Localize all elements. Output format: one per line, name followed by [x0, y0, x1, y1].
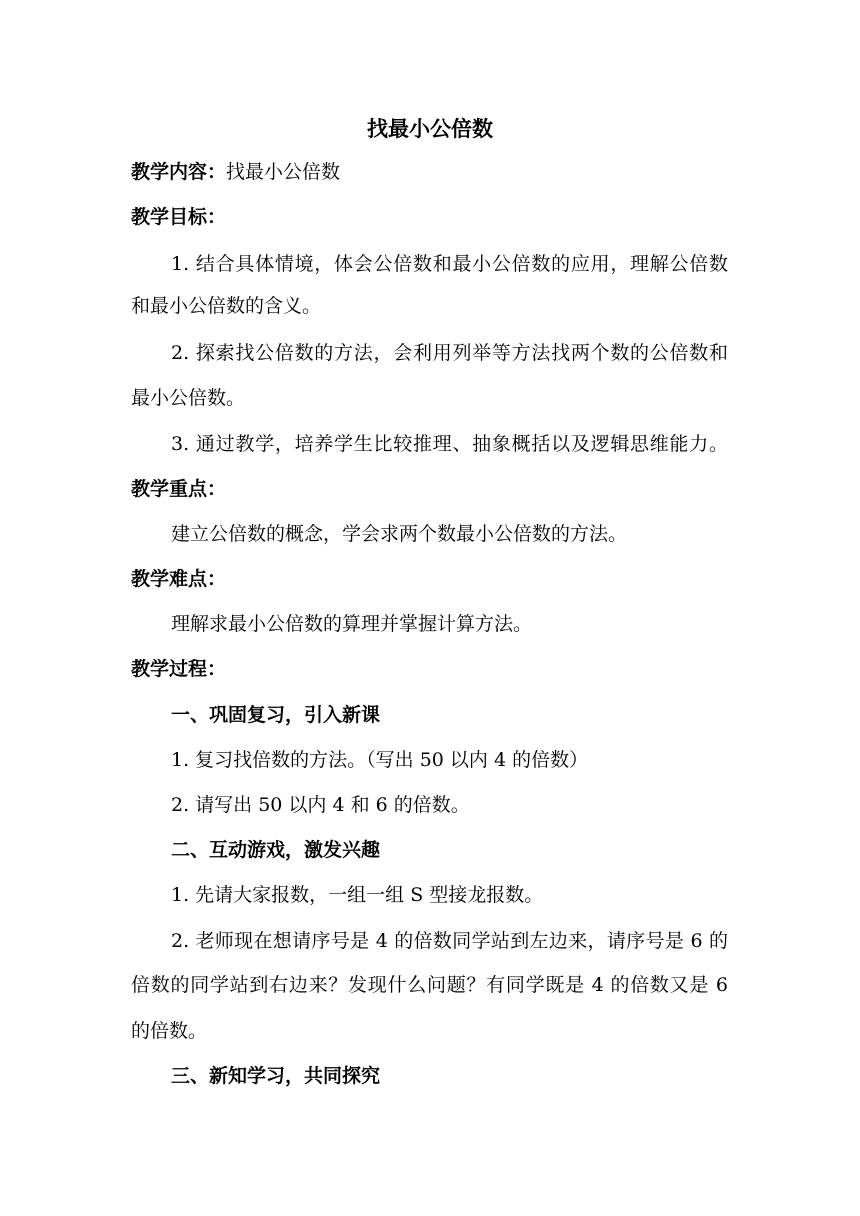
content-label: 教学内容： [131, 161, 227, 183]
s2-item2-line3: 的倍数。 [131, 1020, 208, 1042]
s2-item2-line1: 2. 老师现在想请序号是 4 的倍数同学站到左边来，请序号是 6 的 [171, 930, 728, 952]
difficulty-text: 理解求最小公倍数的算理并掌握计算方法。 [171, 613, 533, 635]
process-label: 教学过程： [131, 658, 227, 680]
s2-item1: 1. 先请大家报数，一组一组 S 型接龙报数。 [171, 884, 544, 906]
difficulty-label: 教学难点： [131, 568, 227, 590]
section2-heading: 二、互动游戏，激发兴趣 [171, 839, 381, 861]
section1-heading: 一、巩固复习，引入新课 [171, 704, 381, 726]
content-value: 找最小公倍数 [226, 161, 341, 183]
key-text: 建立公倍数的概念，学会求两个数最小公倍数的方法。 [171, 523, 628, 545]
goal2-line2: 最小公倍数。 [131, 387, 246, 409]
content-line [131, 160, 731, 184]
goal3: 3. 通过教学，培养学生比较推理、抽象概括以及逻辑思维能力。 [171, 433, 728, 455]
goal1-line2: 和最小公倍数的含义。 [131, 295, 322, 317]
s1-item2: 2. 请写出 50 以内 4 和 6 的倍数。 [171, 794, 470, 816]
goals-label: 教学目标： [131, 206, 227, 228]
key-label: 教学重点： [131, 478, 227, 500]
goal1-line1: 1. 结合具体情境，体会公倍数和最小公倍数的应用，理解公倍数 [171, 253, 728, 275]
s2-item2-line2: 倍数的同学站到右边来？发现什么问题？有同学既是 4 的倍数又是 6 [131, 974, 728, 996]
s1-item1: 1. 复习找倍数的方法。（写出 50 以内 4 的倍数） [171, 749, 589, 771]
page-title: 找最小公倍数 [367, 116, 493, 141]
section3-heading: 三、新知学习，共同探究 [171, 1065, 381, 1087]
goal2-line1: 2. 探索找公倍数的方法，会利用列举等方法找两个数的公倍数和 [171, 342, 728, 364]
